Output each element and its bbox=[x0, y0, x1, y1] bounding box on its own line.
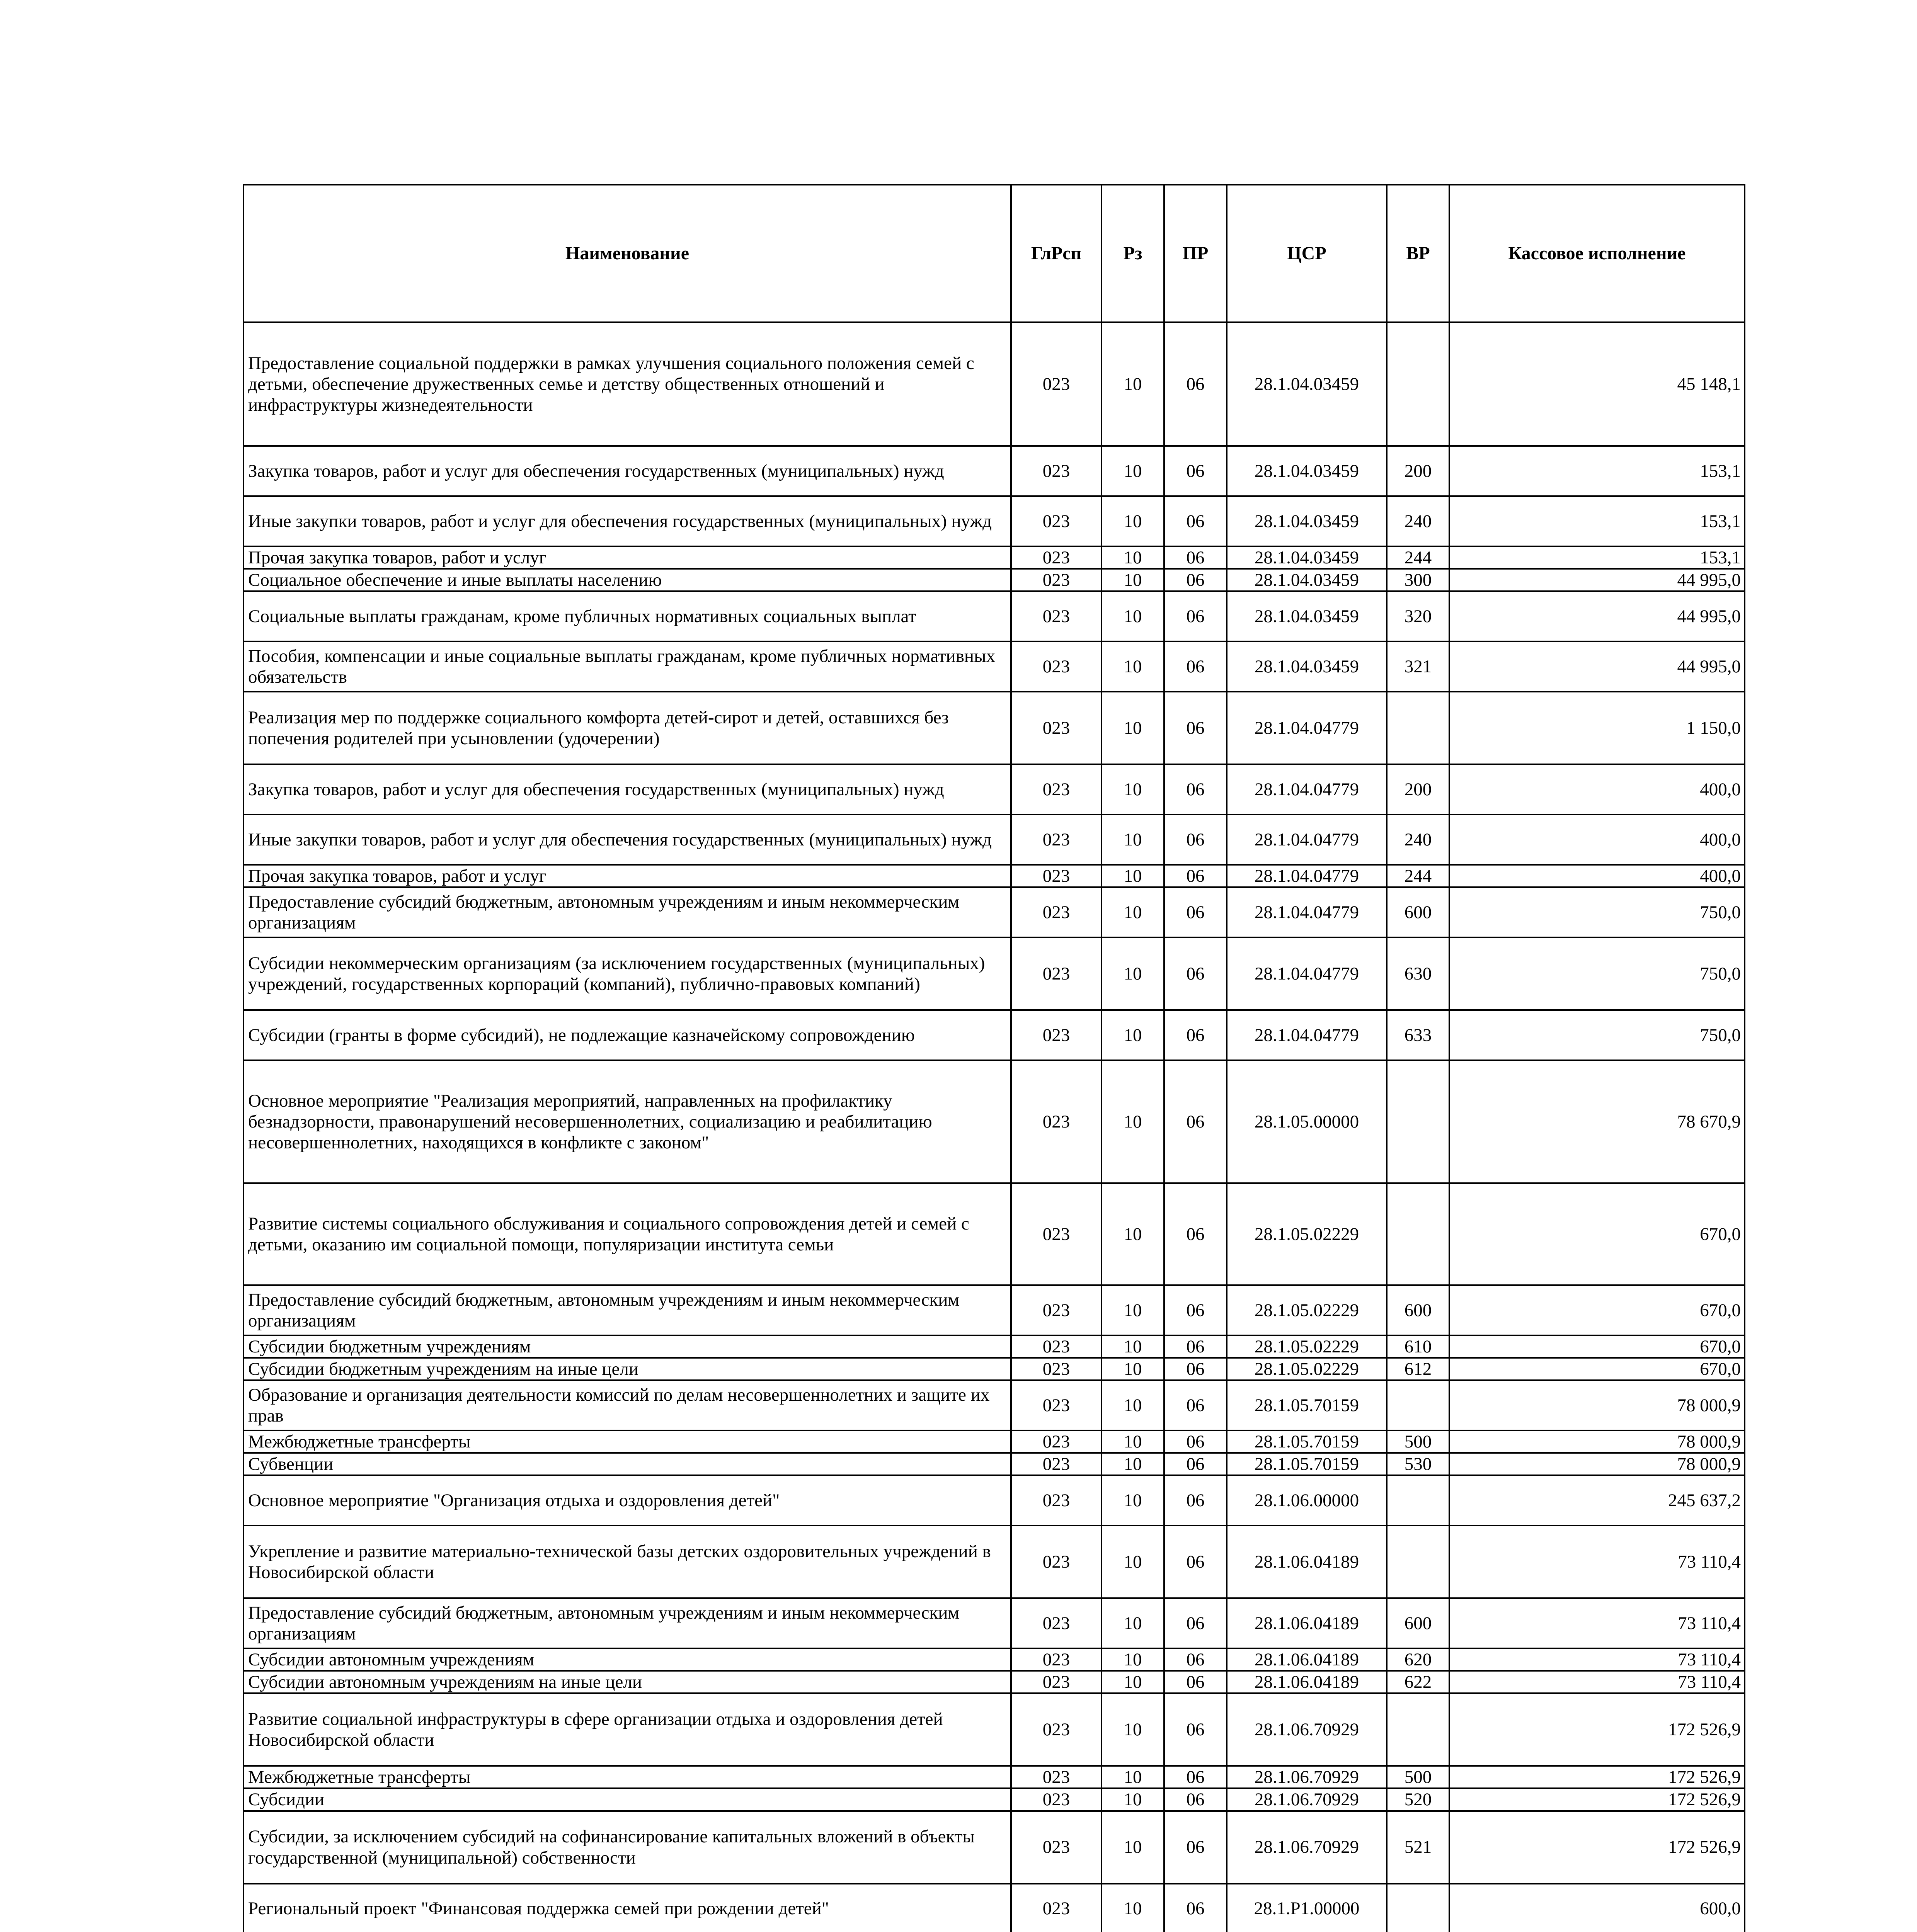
cell-glrsp: 023 bbox=[1011, 1766, 1102, 1788]
cell-name: Основное мероприятие "Организация отдыха и оздоровления детей" bbox=[243, 1475, 1011, 1526]
cell-rz: 10 bbox=[1102, 1526, 1164, 1598]
cell-csr: 28.1.05.02229 bbox=[1227, 1358, 1387, 1380]
table-row bbox=[243, 1884, 1745, 1932]
cell-vr: 612 bbox=[1387, 1358, 1449, 1380]
cell-glrsp: 023 bbox=[1011, 1010, 1102, 1060]
cell-name: Закупка товаров, работ и услуг для обеспечения государственных (муниципальных) нужд bbox=[243, 446, 1011, 496]
table-row bbox=[243, 1380, 1745, 1430]
cell-amount: 172 526,9 bbox=[1449, 1788, 1745, 1811]
header-name: Наименование bbox=[243, 185, 1011, 322]
cell-rz: 10 bbox=[1102, 1285, 1164, 1335]
cell-glrsp: 023 bbox=[1011, 887, 1102, 937]
cell-pr: 06 bbox=[1164, 496, 1227, 546]
cell-amount: 44 995,0 bbox=[1449, 641, 1745, 692]
cell-glrsp: 023 bbox=[1011, 1598, 1102, 1648]
cell-name: Образование и организация деятельности комиссий по делам несовершеннолетних и защите их прав bbox=[243, 1380, 1011, 1430]
cell-amount: 45 148,1 bbox=[1449, 322, 1745, 446]
table-row bbox=[243, 1811, 1745, 1884]
cell-name: Социальные выплаты гражданам, кроме публичных нормативных социальных выплат bbox=[243, 591, 1011, 641]
cell-csr: 28.1.04.04779 bbox=[1227, 865, 1387, 887]
cell-csr: 28.1.04.04779 bbox=[1227, 887, 1387, 937]
cell-glrsp: 023 bbox=[1011, 322, 1102, 446]
cell-csr: 28.1.04.04779 bbox=[1227, 937, 1387, 1010]
cell-csr: 28.1.06.04189 bbox=[1227, 1671, 1387, 1693]
cell-glrsp: 023 bbox=[1011, 591, 1102, 641]
cell-vr: 500 bbox=[1387, 1430, 1449, 1453]
table-row bbox=[243, 1430, 1745, 1453]
cell-pr: 06 bbox=[1164, 1358, 1227, 1380]
cell-pr: 06 bbox=[1164, 322, 1227, 446]
cell-glrsp: 023 bbox=[1011, 1648, 1102, 1671]
cell-pr: 06 bbox=[1164, 1526, 1227, 1598]
cell-pr: 06 bbox=[1164, 569, 1227, 591]
header-pr: ПР bbox=[1164, 185, 1227, 322]
cell-csr: 28.1.06.04189 bbox=[1227, 1526, 1387, 1598]
table-row bbox=[243, 1183, 1745, 1285]
cell-vr bbox=[1387, 1380, 1449, 1430]
cell-rz: 10 bbox=[1102, 1693, 1164, 1766]
table-row bbox=[243, 937, 1745, 1010]
cell-rz: 10 bbox=[1102, 546, 1164, 569]
table-row bbox=[243, 1453, 1745, 1475]
cell-vr: 200 bbox=[1387, 764, 1449, 815]
cell-vr bbox=[1387, 1183, 1449, 1285]
table-row bbox=[243, 1671, 1745, 1693]
cell-name: Иные закупки товаров, работ и услуг для обеспечения государственных (муниципальных) нужд bbox=[243, 496, 1011, 546]
cell-glrsp: 023 bbox=[1011, 1475, 1102, 1526]
cell-pr: 06 bbox=[1164, 1475, 1227, 1526]
cell-amount: 670,0 bbox=[1449, 1335, 1745, 1358]
cell-pr: 06 bbox=[1164, 764, 1227, 815]
cell-name: Субвенции bbox=[243, 1453, 1011, 1475]
cell-glrsp: 023 bbox=[1011, 1430, 1102, 1453]
cell-csr: 28.1.04.03459 bbox=[1227, 546, 1387, 569]
cell-vr: 244 bbox=[1387, 546, 1449, 569]
cell-pr: 06 bbox=[1164, 865, 1227, 887]
cell-glrsp: 023 bbox=[1011, 1811, 1102, 1884]
cell-pr: 06 bbox=[1164, 1430, 1227, 1453]
cell-csr: 28.1.04.03459 bbox=[1227, 591, 1387, 641]
cell-csr: 28.1.04.03459 bbox=[1227, 496, 1387, 546]
table-row bbox=[243, 1788, 1745, 1811]
cell-name: Региональный проект "Финансовая поддержка семей при рождении детей" bbox=[243, 1884, 1011, 1932]
cell-vr: 244 bbox=[1387, 865, 1449, 887]
cell-glrsp: 023 bbox=[1011, 446, 1102, 496]
cell-vr: 630 bbox=[1387, 937, 1449, 1010]
cell-name: Субсидии (гранты в форме субсидий), не подлежащие казначейскому сопровождению bbox=[243, 1010, 1011, 1060]
cell-glrsp: 023 bbox=[1011, 1358, 1102, 1380]
cell-rz: 10 bbox=[1102, 764, 1164, 815]
cell-amount: 172 526,9 bbox=[1449, 1693, 1745, 1766]
table-row bbox=[243, 1060, 1745, 1183]
table-row bbox=[243, 322, 1745, 446]
cell-amount: 172 526,9 bbox=[1449, 1766, 1745, 1788]
table-row bbox=[243, 1766, 1745, 1788]
cell-rz: 10 bbox=[1102, 322, 1164, 446]
cell-glrsp: 023 bbox=[1011, 1183, 1102, 1285]
cell-name: Субсидии автономным учреждениям bbox=[243, 1648, 1011, 1671]
cell-vr: 530 bbox=[1387, 1453, 1449, 1475]
cell-pr: 06 bbox=[1164, 692, 1227, 764]
cell-rz: 10 bbox=[1102, 1475, 1164, 1526]
cell-rz: 10 bbox=[1102, 1671, 1164, 1693]
cell-rz: 10 bbox=[1102, 1811, 1164, 1884]
cell-vr bbox=[1387, 1884, 1449, 1932]
cell-csr: 28.1.04.03459 bbox=[1227, 446, 1387, 496]
cell-glrsp: 023 bbox=[1011, 764, 1102, 815]
cell-rz: 10 bbox=[1102, 496, 1164, 546]
cell-rz: 10 bbox=[1102, 1884, 1164, 1932]
cell-glrsp: 023 bbox=[1011, 1788, 1102, 1811]
cell-rz: 10 bbox=[1102, 446, 1164, 496]
cell-vr bbox=[1387, 1475, 1449, 1526]
cell-csr: 28.1.04.04779 bbox=[1227, 764, 1387, 815]
table-row bbox=[243, 1693, 1745, 1766]
cell-glrsp: 023 bbox=[1011, 865, 1102, 887]
cell-name: Основное мероприятие "Реализация мероприятий, направленных на профилактику безнадзорности, правонарушений несовершеннолетних, социализацию и реабилитацию несовершеннолетних, находящихся в конфликте с законом" bbox=[243, 1060, 1011, 1183]
table-row bbox=[243, 641, 1745, 692]
cell-rz: 10 bbox=[1102, 937, 1164, 1010]
cell-csr: 28.1.06.04189 bbox=[1227, 1648, 1387, 1671]
cell-csr: 28.1.04.03459 bbox=[1227, 569, 1387, 591]
cell-amount: 245 637,2 bbox=[1449, 1475, 1745, 1526]
cell-pr: 06 bbox=[1164, 546, 1227, 569]
cell-name: Предоставление социальной поддержки в рамках улучшения социального положения семей с детьми, обеспечение дружественных семье и детству общественных отношений и инфраструктуры жизнедеятельности bbox=[243, 322, 1011, 446]
cell-amount: 670,0 bbox=[1449, 1285, 1745, 1335]
table-row bbox=[243, 865, 1745, 887]
cell-vr: 240 bbox=[1387, 496, 1449, 546]
table-row bbox=[243, 815, 1745, 865]
cell-rz: 10 bbox=[1102, 1010, 1164, 1060]
cell-csr: 28.1.06.04189 bbox=[1227, 1598, 1387, 1648]
cell-vr: 240 bbox=[1387, 815, 1449, 865]
cell-amount: 1 150,0 bbox=[1449, 692, 1745, 764]
cell-pr: 06 bbox=[1164, 815, 1227, 865]
cell-vr: 500 bbox=[1387, 1766, 1449, 1788]
cell-csr: 28.1.06.70929 bbox=[1227, 1693, 1387, 1766]
cell-rz: 10 bbox=[1102, 1183, 1164, 1285]
cell-rz: 10 bbox=[1102, 1060, 1164, 1183]
cell-rz: 10 bbox=[1102, 865, 1164, 887]
cell-glrsp: 023 bbox=[1011, 815, 1102, 865]
cell-rz: 10 bbox=[1102, 1766, 1164, 1788]
cell-name: Иные закупки товаров, работ и услуг для обеспечения государственных (муниципальных) нужд bbox=[243, 815, 1011, 865]
cell-name: Прочая закупка товаров, работ и услуг bbox=[243, 865, 1011, 887]
cell-name: Субсидии бюджетным учреждениям bbox=[243, 1335, 1011, 1358]
cell-amount: 153,1 bbox=[1449, 496, 1745, 546]
cell-name: Пособия, компенсации и иные социальные выплаты гражданам, кроме публичных нормативных обязательств bbox=[243, 641, 1011, 692]
cell-amount: 78 670,9 bbox=[1449, 1060, 1745, 1183]
cell-amount: 400,0 bbox=[1449, 815, 1745, 865]
cell-amount: 78 000,9 bbox=[1449, 1380, 1745, 1430]
cell-pr: 06 bbox=[1164, 937, 1227, 1010]
cell-pr: 06 bbox=[1164, 1693, 1227, 1766]
cell-amount: 400,0 bbox=[1449, 764, 1745, 815]
cell-name: Межбюджетные трансферты bbox=[243, 1766, 1011, 1788]
cell-glrsp: 023 bbox=[1011, 569, 1102, 591]
cell-csr: 28.1.04.03459 bbox=[1227, 641, 1387, 692]
cell-vr bbox=[1387, 1526, 1449, 1598]
cell-vr bbox=[1387, 1060, 1449, 1183]
table-row bbox=[243, 1648, 1745, 1671]
table-row bbox=[243, 1010, 1745, 1060]
cell-name: Прочая закупка товаров, работ и услуг bbox=[243, 546, 1011, 569]
cell-glrsp: 023 bbox=[1011, 1453, 1102, 1475]
cell-amount: 153,1 bbox=[1449, 446, 1745, 496]
cell-rz: 10 bbox=[1102, 591, 1164, 641]
cell-csr: 28.1.06.70929 bbox=[1227, 1788, 1387, 1811]
cell-name: Субсидии, за исключением субсидий на софинансирование капитальных вложений в объекты государственной (муниципальной) собственности bbox=[243, 1811, 1011, 1884]
cell-vr: 600 bbox=[1387, 1285, 1449, 1335]
cell-vr: 521 bbox=[1387, 1811, 1449, 1884]
cell-vr: 520 bbox=[1387, 1788, 1449, 1811]
header-rz: Рз bbox=[1102, 185, 1164, 322]
header-glrsp: ГлРсп bbox=[1011, 185, 1102, 322]
cell-vr bbox=[1387, 692, 1449, 764]
table-row bbox=[243, 546, 1745, 569]
cell-amount: 750,0 bbox=[1449, 887, 1745, 937]
cell-rz: 10 bbox=[1102, 1598, 1164, 1648]
cell-rz: 10 bbox=[1102, 1788, 1164, 1811]
cell-csr: 28.1.05.02229 bbox=[1227, 1285, 1387, 1335]
table-row bbox=[243, 1358, 1745, 1380]
header-csr: ЦСР bbox=[1227, 185, 1387, 322]
cell-glrsp: 023 bbox=[1011, 1526, 1102, 1598]
cell-amount: 400,0 bbox=[1449, 865, 1745, 887]
cell-csr: 28.1.04.03459 bbox=[1227, 322, 1387, 446]
cell-name: Субсидии бюджетным учреждениям на иные цели bbox=[243, 1358, 1011, 1380]
cell-csr: 28.1.05.02229 bbox=[1227, 1335, 1387, 1358]
cell-rz: 10 bbox=[1102, 1358, 1164, 1380]
cell-rz: 10 bbox=[1102, 1453, 1164, 1475]
cell-csr: 28.1.05.02229 bbox=[1227, 1183, 1387, 1285]
cell-pr: 06 bbox=[1164, 1060, 1227, 1183]
cell-name: Межбюджетные трансферты bbox=[243, 1430, 1011, 1453]
cell-rz: 10 bbox=[1102, 815, 1164, 865]
table-row bbox=[243, 887, 1745, 937]
table-row bbox=[243, 1526, 1745, 1598]
cell-amount: 73 110,4 bbox=[1449, 1671, 1745, 1693]
cell-amount: 750,0 bbox=[1449, 1010, 1745, 1060]
cell-amount: 153,1 bbox=[1449, 546, 1745, 569]
cell-name: Укрепление и развитие материально-технической базы детских оздоровительных учреждений в Новосибирской области bbox=[243, 1526, 1011, 1598]
cell-name: Реализация мер по поддержке социального комфорта детей-сирот и детей, оставшихся без попечения родителей при усыновлении (удочерении) bbox=[243, 692, 1011, 764]
cell-name: Социальное обеспечение и иные выплаты населению bbox=[243, 569, 1011, 591]
cell-name: Предоставление субсидий бюджетным, автономным учреждениям и иным некоммерческим организациям bbox=[243, 1598, 1011, 1648]
cell-pr: 06 bbox=[1164, 1811, 1227, 1884]
header-amount: Кассовое исполнение bbox=[1449, 185, 1745, 322]
cell-amount: 73 110,4 bbox=[1449, 1526, 1745, 1598]
table-header-row bbox=[243, 185, 1745, 322]
cell-pr: 06 bbox=[1164, 591, 1227, 641]
table-row bbox=[243, 496, 1745, 546]
cell-glrsp: 023 bbox=[1011, 1060, 1102, 1183]
cell-name: Субсидии автономным учреждениям на иные цели bbox=[243, 1671, 1011, 1693]
cell-csr: 28.1.04.04779 bbox=[1227, 815, 1387, 865]
cell-pr: 06 bbox=[1164, 1335, 1227, 1358]
cell-glrsp: 023 bbox=[1011, 1693, 1102, 1766]
cell-vr: 600 bbox=[1387, 887, 1449, 937]
cell-vr: 321 bbox=[1387, 641, 1449, 692]
table-row bbox=[243, 1285, 1745, 1335]
cell-amount: 670,0 bbox=[1449, 1183, 1745, 1285]
budget-table bbox=[243, 184, 1745, 1932]
cell-amount: 44 995,0 bbox=[1449, 569, 1745, 591]
cell-vr: 622 bbox=[1387, 1671, 1449, 1693]
cell-rz: 10 bbox=[1102, 569, 1164, 591]
cell-rz: 10 bbox=[1102, 692, 1164, 764]
table-row bbox=[243, 692, 1745, 764]
table-row bbox=[243, 1598, 1745, 1648]
cell-glrsp: 023 bbox=[1011, 1884, 1102, 1932]
cell-rz: 10 bbox=[1102, 641, 1164, 692]
table-row bbox=[243, 569, 1745, 591]
cell-rz: 10 bbox=[1102, 887, 1164, 937]
cell-csr: 28.1.P1.00000 bbox=[1227, 1884, 1387, 1932]
cell-glrsp: 023 bbox=[1011, 496, 1102, 546]
cell-csr: 28.1.05.70159 bbox=[1227, 1453, 1387, 1475]
cell-pr: 06 bbox=[1164, 1884, 1227, 1932]
cell-csr: 28.1.06.70929 bbox=[1227, 1811, 1387, 1884]
cell-amount: 600,0 bbox=[1449, 1884, 1745, 1932]
cell-amount: 73 110,4 bbox=[1449, 1598, 1745, 1648]
table-row bbox=[243, 764, 1745, 815]
cell-vr: 610 bbox=[1387, 1335, 1449, 1358]
cell-pr: 06 bbox=[1164, 1183, 1227, 1285]
cell-name: Предоставление субсидий бюджетным, автономным учреждениям и иным некоммерческим организациям bbox=[243, 887, 1011, 937]
cell-vr bbox=[1387, 1693, 1449, 1766]
cell-name: Субсидии bbox=[243, 1788, 1011, 1811]
cell-glrsp: 023 bbox=[1011, 692, 1102, 764]
cell-amount: 172 526,9 bbox=[1449, 1811, 1745, 1884]
cell-csr: 28.1.04.04779 bbox=[1227, 1010, 1387, 1060]
cell-name: Субсидии некоммерческим организациям (за исключением государственных (муниципальных) учреждений, государственных корпораций (компаний), публично-правовых компаний) bbox=[243, 937, 1011, 1010]
cell-amount: 78 000,9 bbox=[1449, 1453, 1745, 1475]
cell-amount: 670,0 bbox=[1449, 1358, 1745, 1380]
cell-glrsp: 023 bbox=[1011, 1380, 1102, 1430]
cell-glrsp: 023 bbox=[1011, 641, 1102, 692]
cell-vr bbox=[1387, 322, 1449, 446]
cell-pr: 06 bbox=[1164, 1010, 1227, 1060]
cell-csr: 28.1.05.70159 bbox=[1227, 1430, 1387, 1453]
cell-name: Закупка товаров, работ и услуг для обеспечения государственных (муниципальных) нужд bbox=[243, 764, 1011, 815]
cell-pr: 06 bbox=[1164, 1766, 1227, 1788]
cell-vr: 633 bbox=[1387, 1010, 1449, 1060]
table-body bbox=[243, 322, 1745, 1932]
cell-vr: 600 bbox=[1387, 1598, 1449, 1648]
cell-pr: 06 bbox=[1164, 1671, 1227, 1693]
cell-name: Развитие социальной инфраструктуры в сфере организации отдыха и оздоровления детей Новосибирской области bbox=[243, 1693, 1011, 1766]
cell-amount: 78 000,9 bbox=[1449, 1430, 1745, 1453]
cell-rz: 10 bbox=[1102, 1648, 1164, 1671]
table-row bbox=[243, 591, 1745, 641]
cell-vr: 200 bbox=[1387, 446, 1449, 496]
cell-pr: 06 bbox=[1164, 887, 1227, 937]
cell-pr: 06 bbox=[1164, 1788, 1227, 1811]
table-row bbox=[243, 1335, 1745, 1358]
cell-vr: 300 bbox=[1387, 569, 1449, 591]
cell-rz: 10 bbox=[1102, 1430, 1164, 1453]
cell-pr: 06 bbox=[1164, 1453, 1227, 1475]
cell-pr: 06 bbox=[1164, 1648, 1227, 1671]
cell-pr: 06 bbox=[1164, 1380, 1227, 1430]
cell-rz: 10 bbox=[1102, 1335, 1164, 1358]
cell-csr: 28.1.06.70929 bbox=[1227, 1766, 1387, 1788]
cell-glrsp: 023 bbox=[1011, 937, 1102, 1010]
cell-csr: 28.1.04.04779 bbox=[1227, 692, 1387, 764]
table-row bbox=[243, 446, 1745, 496]
cell-glrsp: 023 bbox=[1011, 1335, 1102, 1358]
cell-pr: 06 bbox=[1164, 1285, 1227, 1335]
cell-amount: 44 995,0 bbox=[1449, 591, 1745, 641]
cell-pr: 06 bbox=[1164, 446, 1227, 496]
cell-glrsp: 023 bbox=[1011, 546, 1102, 569]
cell-csr: 28.1.06.00000 bbox=[1227, 1475, 1387, 1526]
cell-name: Предоставление субсидий бюджетным, автономным учреждениям и иным некоммерческим организациям bbox=[243, 1285, 1011, 1335]
table-row bbox=[243, 1475, 1745, 1526]
cell-pr: 06 bbox=[1164, 641, 1227, 692]
cell-vr: 320 bbox=[1387, 591, 1449, 641]
cell-glrsp: 023 bbox=[1011, 1285, 1102, 1335]
cell-name: Развитие системы социального обслуживания и социального сопровождения детей и семей с детьми, оказанию им социальной помощи, популяризации института семьи bbox=[243, 1183, 1011, 1285]
cell-amount: 750,0 bbox=[1449, 937, 1745, 1010]
cell-rz: 10 bbox=[1102, 1380, 1164, 1430]
cell-vr: 620 bbox=[1387, 1648, 1449, 1671]
cell-csr: 28.1.05.00000 bbox=[1227, 1060, 1387, 1183]
header-vr: ВР bbox=[1387, 185, 1449, 322]
cell-csr: 28.1.05.70159 bbox=[1227, 1380, 1387, 1430]
cell-pr: 06 bbox=[1164, 1598, 1227, 1648]
cell-glrsp: 023 bbox=[1011, 1671, 1102, 1693]
cell-amount: 73 110,4 bbox=[1449, 1648, 1745, 1671]
